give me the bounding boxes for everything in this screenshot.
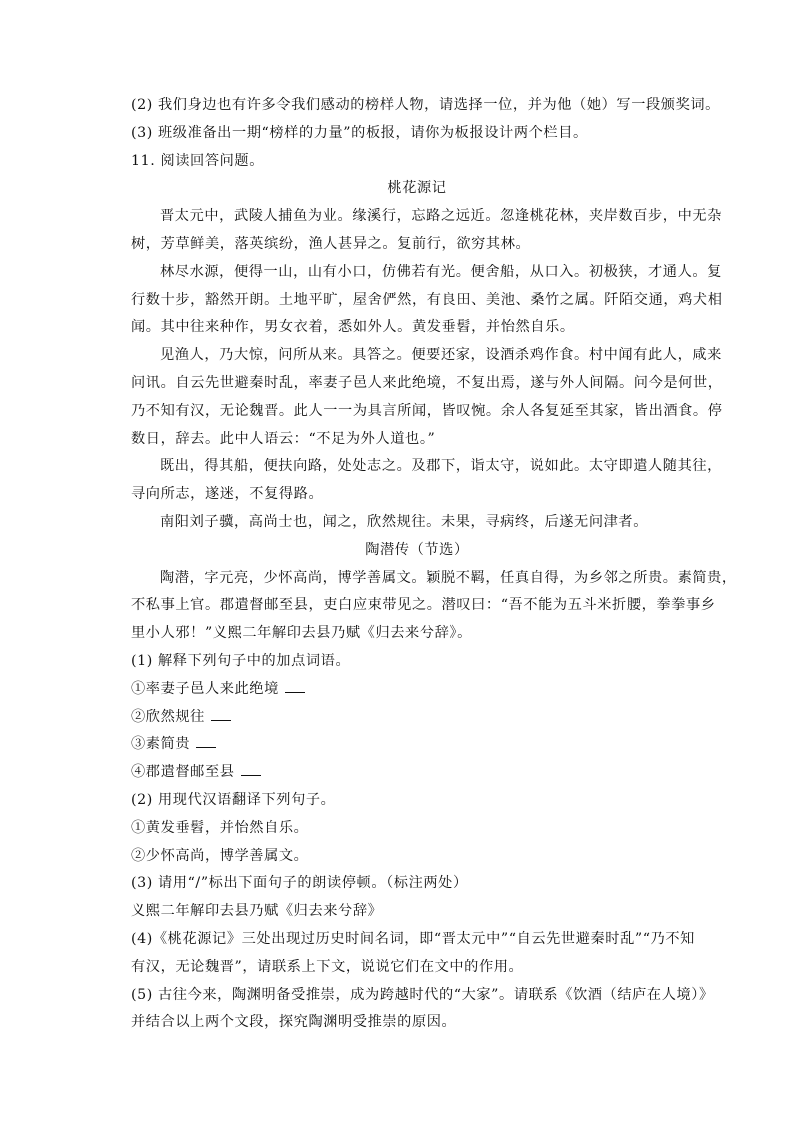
- question-1-item: [131, 759, 703, 787]
- question-1: (1) 解释下列句子中的加点词语。: [131, 652, 351, 669]
- passage1-line: 晋太元中，武陵人捕鱼为业。缘溪行，忘路之远近。忽逢桃花林，夹岸数百步，中无杂: [160, 208, 722, 225]
- passage2-line: 陶潜，字元亮，少怀高尚，博学善属文。颖脱不羁，任真自得，为乡邻之所贵。素简贵，: [160, 569, 737, 586]
- passage1-line: 问讯。自云先世避秦时乱，率妻子邑人来此绝境，不复出焉，遂与外人间隔。问今是何世，: [131, 374, 723, 391]
- item-text: ④郡遣督邮至县: [131, 764, 235, 781]
- passage1-line: 闻。其中往来种作，男女衣着，悉如外人。黄发垂髫，并怡然自乐。: [131, 319, 575, 336]
- q10-part2: (2) 我们身边也有许多令我们感动的榜样人物，请选择一位，并为他（她）写一段颁奖词。: [131, 97, 720, 113]
- question-2-item: ②少怀高尚，博学善属文。: [131, 847, 309, 864]
- passage1-title: 桃花源记: [387, 180, 447, 197]
- item-text: ①率妻子邑人来此绝境: [131, 680, 279, 697]
- question-4: (4)《桃花源记》三处出现过历史时间名词，即“晋太元中”“自云先世避秦时乱”“乃不知: [131, 930, 695, 947]
- question-5: (5) 古往今来，陶渊明备受推崇，成为跨越时代的“大家”。请联系《饮酒（结庐在人境）》: [131, 986, 714, 1003]
- passage1-line: 树，芳草鲜美，落英缤纷，渔人甚异之。复前行，欲穷其林。: [131, 235, 531, 252]
- question-2: (2) 用现代汉语翻译下列句子。: [131, 791, 336, 808]
- item-text: ③素简贵: [131, 736, 191, 753]
- answer-blank[interactable]: [285, 678, 305, 693]
- question-2-item: ①黄发垂髫，并怡然自乐。: [131, 819, 309, 836]
- item-text: ②欣然规往: [131, 708, 205, 725]
- passage1-line: 行数十步，豁然开朗。土地平旷，屋舍俨然，有良田、美池、桑竹之属。阡陌交通，鸡犬相: [131, 291, 723, 308]
- passage1-line: 既出，得其船，便扶向路，处处志之。及郡下，诣太守，说如此。太守即遣人随其往，: [160, 458, 722, 475]
- question-4-cont: 有汉，无论魏晋”，请联系上下文，说说它们在文中的作用。: [131, 958, 524, 975]
- passage1-line: 乃不知有汉，无论魏晋。此人一一为具言所闻，皆叹惋。余人各复延至其家，皆出酒食。停: [131, 402, 723, 419]
- q10-part3: (3) 班级准备出一期“榜样的力量”的板报，请你为板报设计两个栏目。: [131, 124, 588, 141]
- passage1-line: 南阳刘子骥，高尚士也，闻之，欣然规往。未果，寻病终，后遂无问津者。: [160, 513, 648, 530]
- question-3-sentence: 义熙二年解印去县乃赋《归去来兮辞》: [131, 903, 383, 920]
- answer-blank[interactable]: [241, 761, 261, 776]
- question-5-cont: 并结合以上两个文段，探究陶渊明受推崇的原因。: [131, 1014, 457, 1031]
- passage2-line: 不私事上官。郡遣督邮至县，吏白应束带见之。潜叹曰：“吾不能为五斗米折腰，拳拳事乡: [131, 597, 716, 614]
- exam-page: [131, 92, 737, 1037]
- passage1-line: 林尽水源，便得一山，山有小口，仿佛若有光。便舍船，从口入。初极狭，才通人。复: [160, 263, 722, 280]
- passage1-line: 数日，辞去。此中人语云：“不足为外人道也。”: [131, 430, 436, 447]
- passage2-title: 陶潜传（节选）: [365, 541, 469, 558]
- passage1-line: 寻向所志，遂迷，不复得路。: [131, 486, 324, 503]
- q11-header: 11. 阅读回答问题。: [131, 152, 264, 169]
- passage1-line: 见渔人，乃大惊，问所从来。具答之。便要还家，设酒杀鸡作食。村中闻有此人，咸来: [160, 347, 722, 364]
- question-1-item: [131, 676, 703, 704]
- passage2-line: 里小人邪！”义熙二年解印去县乃赋《归去来兮辞》。: [131, 625, 472, 642]
- question-1-item: [131, 731, 703, 759]
- answer-blank[interactable]: [211, 706, 231, 721]
- answer-blank[interactable]: [196, 733, 216, 748]
- question-1-item: [131, 704, 703, 732]
- question-3: (3) 请用“/”标出下面句子的朗读停顿。（标注两处）: [131, 875, 468, 892]
